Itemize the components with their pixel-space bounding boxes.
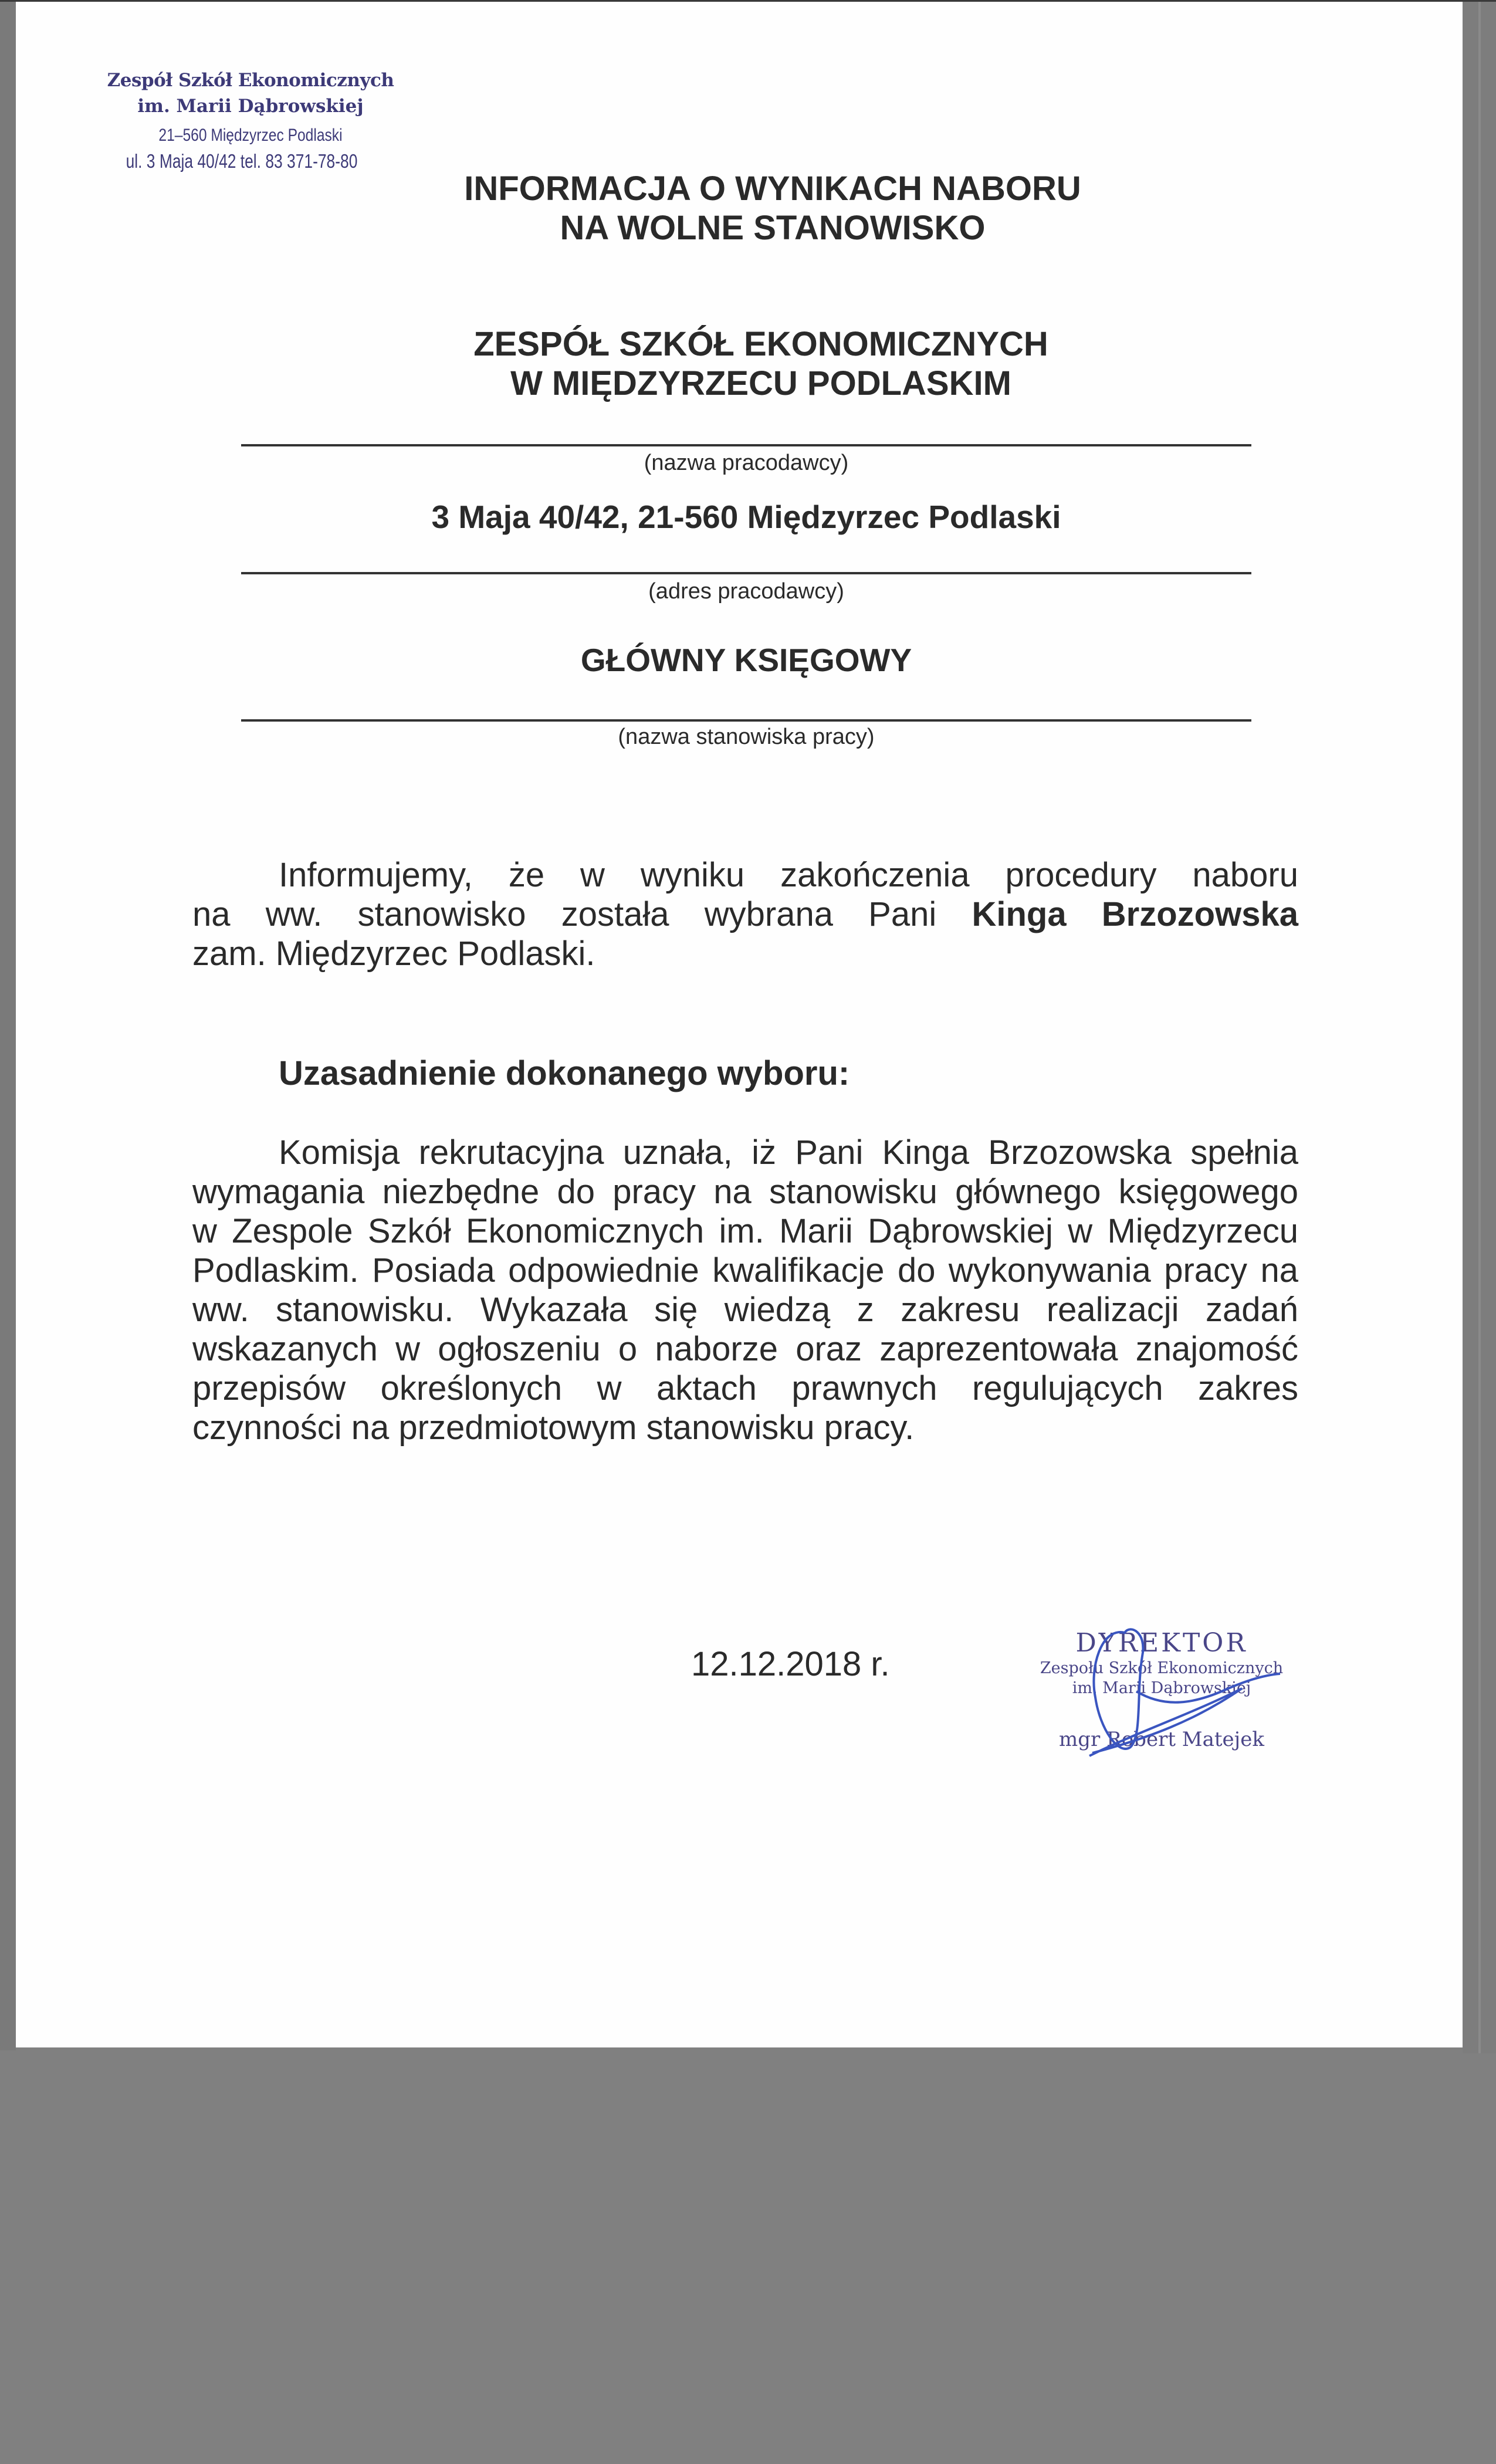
scan-stripe	[1478, 0, 1481, 2053]
employer-caption: (nazwa pracodawcy)	[644, 451, 849, 475]
justification-line: Podlaskim. Posiada odpowiednie kwalifikacje do wykonywania pracy na	[192, 1251, 1298, 1289]
employer-rule	[241, 444, 1251, 446]
document-page	[16, 2, 1463, 2047]
justification-line: wymagania niezbędne do pracy na stanowisku głównego księgowego	[192, 1173, 1298, 1211]
stamp-patron: im. Marii Dąbrowskiej	[137, 96, 364, 117]
school-stamp	[86, 67, 415, 173]
justification-line: wskazanych w ogłoszeniu o naborze oraz zaprezentowała znajomość	[192, 1330, 1298, 1368]
justification-line: czynności na przedmiotowym stanowisku pracy.	[192, 1409, 915, 1447]
justification-line: w Zespole Szkół Ekonomicznych im. Marii Dąbrowskiej w Międzyrzecu	[192, 1212, 1298, 1250]
director-org-line-2: im. Marii Dąbrowskiej	[1072, 1679, 1251, 1697]
director-role: DYREKTOR	[1075, 1628, 1248, 1658]
candidate-name: Kinga Brzozowska	[972, 895, 1298, 933]
justification-heading: Uzasadnienie dokonanego wyboru:	[279, 1054, 850, 1092]
stamp-city: 21–560 Międzyrzec Podlaski	[158, 126, 343, 145]
address-rule	[241, 572, 1251, 574]
stamp-address-phone: ul. 3 Maja 40/42 tel. 83 371-78-80	[126, 150, 358, 172]
justification-line: Komisja rekrutacyjna uznała, iż Pani Kinga Brzozowska spełnia	[279, 1133, 1298, 1172]
scan-border-top	[0, 0, 1496, 2]
justification-paragraph	[192, 1133, 1298, 1447]
address-caption: (adres pracodawcy)	[648, 579, 844, 604]
position-rule	[241, 719, 1251, 722]
announcement-line-3: zam. Międzyrzec Podlaski.	[192, 935, 595, 973]
employer-line-1: ZESPÓŁ SZKÓŁ EKONOMICZNYCH	[473, 325, 1048, 363]
scan-border-left	[0, 0, 16, 2050]
announcement-line-2: na ww. stanowisko została wybrana Pani Kinga Brzozowska	[192, 895, 1298, 933]
employer-address: 3 Maja 40/42, 21-560 Międzyrzec Podlaski	[431, 499, 1061, 535]
document-date: 12.12.2018 r.	[691, 1645, 890, 1683]
document-title	[391, 169, 1154, 248]
justification-line: przepisów określonych w aktach prawnych regulujących zakres	[192, 1369, 1298, 1407]
announcement-paragraph	[192, 855, 1298, 973]
stamp-school-name: Zespół Szkół Ekonomicznych	[107, 70, 394, 91]
title-line-2: NA WOLNE STANOWISKO	[560, 209, 986, 247]
employer-line-2: W MIĘDZYRZECU PODLASKIM	[510, 364, 1011, 402]
title-line-1: INFORMACJA O WYNIKACH NABORU	[464, 170, 1081, 208]
director-org-line-1: Zespołu Szkół Ekonomicznych	[1040, 1659, 1284, 1677]
announcement-line-1: Informujemy, że w wyniku zakończenia procedury naboru	[279, 856, 1298, 894]
employer-name	[356, 324, 1166, 403]
position-caption: (nazwa stanowiska pracy)	[618, 725, 875, 749]
justification-line: ww. stanowisku. Wykazała się wiedzą z zakresu realizacji zadań	[192, 1291, 1298, 1329]
director-name: mgr Robert Matejek	[1059, 1728, 1264, 1751]
handwritten-signature-icon	[1048, 1621, 1295, 1762]
position-name: GŁÓWNY KSIĘGOWY	[580, 642, 912, 678]
